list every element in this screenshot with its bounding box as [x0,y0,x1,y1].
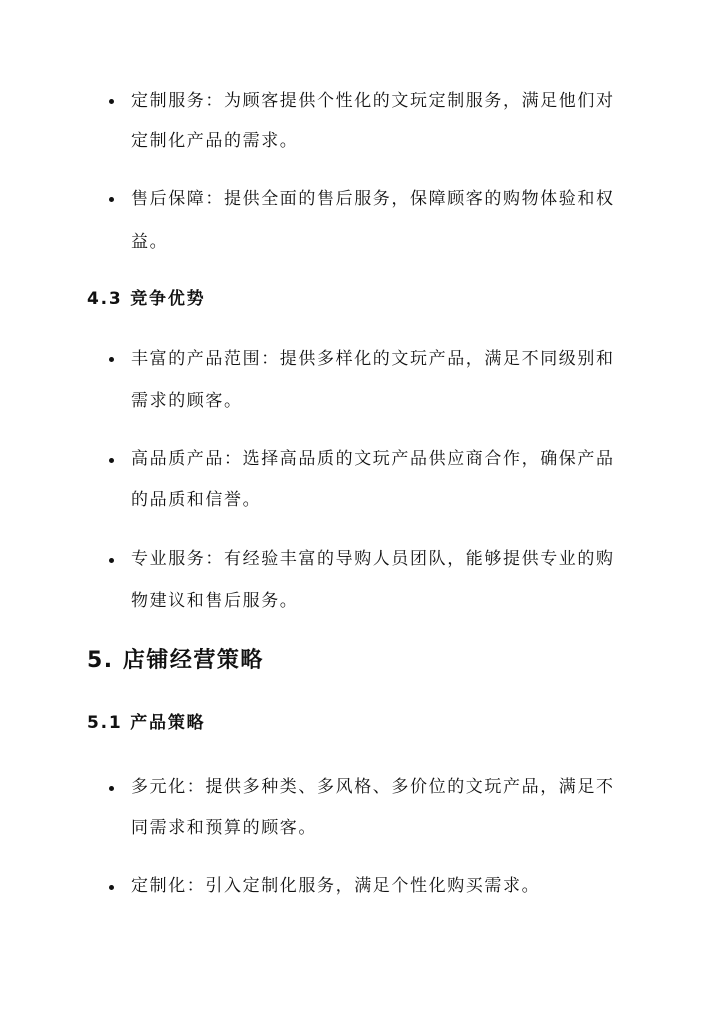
list-item-text-line: 物建议和售后服务。 [131,591,299,611]
bullet-icon [109,885,114,890]
bullet-icon [109,786,114,791]
list-item-text-line: 益。 [131,232,169,252]
list-item-text-line: 同需求和预算的顾客。 [131,818,317,838]
list-item-text-line: 丰富的产品范围：提供多样化的文玩产品，满足不同级别和 [131,349,615,369]
bullet-icon [109,99,114,104]
list-item-text-line: 售后保障：提供全面的售后服务，保障顾客的购物体验和权 [131,189,615,209]
list-item-text-line: 定制化产品的需求。 [131,131,299,151]
list-item-text-line: 定制化：引入定制化服务，满足个性化购买需求。 [131,876,541,896]
list-item-text-line: 高品质产品：选择高品质的文玩产品供应商合作，确保产品 [131,449,615,469]
list-item-text-line: 需求的顾客。 [131,391,243,411]
list-item-text-line: 的品质和信誉。 [131,490,262,510]
list-item-text-line: 定制服务：为顾客提供个性化的文玩定制服务，满足他们对 [131,91,615,111]
list-item-text-line: 专业服务：有经验丰富的导购人员团队，能够提供专业的购 [131,549,615,569]
bullet-icon [109,458,114,463]
bullet-icon [109,558,114,563]
list-item-text-line: 多元化：提供多种类、多风格、多价位的文玩产品，满足不 [131,777,615,797]
bullet-icon [109,197,114,202]
bullet-icon [109,357,114,362]
section-heading-4-3: 4.3 竞争优势 [87,289,206,309]
section-heading-5: 5. 店铺经营策略 [87,648,264,673]
section-heading-5-1: 5.1 产品策略 [87,713,206,733]
